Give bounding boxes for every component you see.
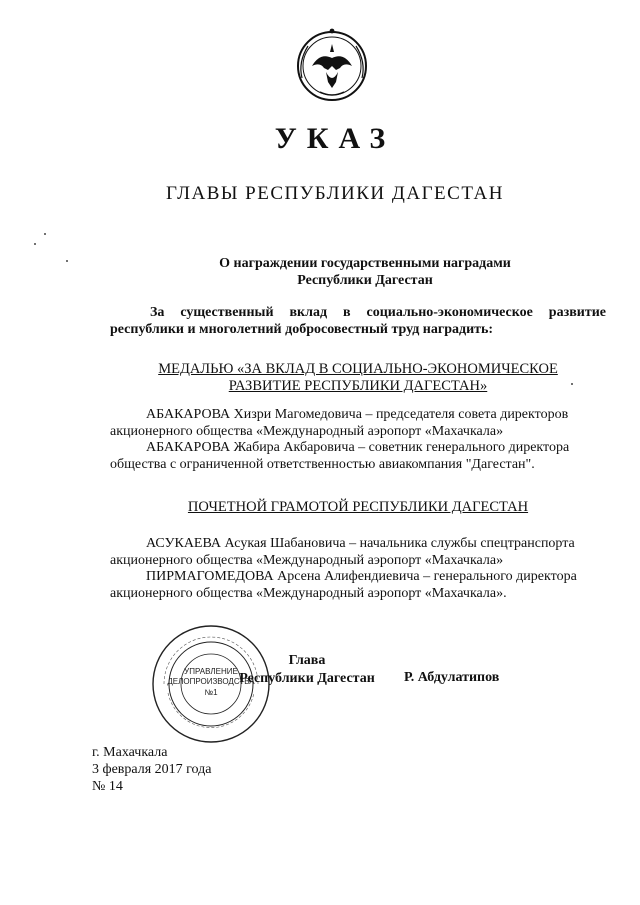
- scan-speck: [66, 260, 68, 262]
- scan-speck: [44, 233, 46, 235]
- decree-subject: [150, 255, 580, 289]
- recipients-medal: [110, 407, 606, 473]
- recipient-line: АБАКАРОВА Хизри Магомедовича – председателя совета директоров: [146, 407, 569, 422]
- recipient-line: общества с ограниченной ответственностью авиакомпания "Дагестан".: [110, 456, 535, 472]
- stamp-text-line-2: ДЕЛОПРОИЗВОДСТВА: [167, 677, 255, 686]
- stamp-text-line-1: УПРАВЛЕНИЕ: [184, 667, 238, 676]
- signatory-name: Р. Абдулатипов: [404, 670, 500, 685]
- recipient-line: акционерного общества «Международный аэропорт «Махачкала»: [110, 423, 504, 439]
- footer-place: г. Махачкала: [92, 745, 168, 760]
- decree-title: УКАЗ: [274, 122, 396, 155]
- footer-date: 3 февраля 2017 года: [92, 762, 212, 777]
- scan-speck: [34, 243, 36, 245]
- award-title-line-1: МЕДАЛЬЮ «ЗА ВКЛАД В СОЦИАЛЬНО-ЭКОНОМИЧЕСКОЕ: [158, 361, 558, 377]
- decree-footer: [92, 744, 212, 795]
- recipient-line: акционерного общества «Международный аэропорт «Махачкала»: [110, 552, 504, 568]
- decree-issuer: ГЛАВЫ РЕСПУБЛИКИ ДАГЕСТАН: [166, 183, 504, 204]
- recipient-line: АБАКАРОВА Жабира Акбаровича – советник генерального директора: [146, 440, 570, 455]
- footer-number: № 14: [92, 779, 123, 794]
- recipients-certificate: [110, 536, 606, 602]
- award-title-certificate: [110, 499, 606, 516]
- subject-line-1: О награждении государственными наградами: [219, 256, 511, 271]
- stamp-text-line-3: №1: [204, 688, 218, 697]
- scan-speck: [571, 383, 573, 385]
- coat-of-arms-emblem: [290, 22, 374, 106]
- signatory-position: [232, 652, 382, 688]
- subject-line-2: Республики Дагестан: [297, 273, 433, 288]
- preamble-line-2: республики и многолетний добросовестный труд наградить:: [110, 322, 494, 337]
- preamble-line-1: За существенный вклад в социально-экономическое развитие: [150, 305, 606, 320]
- award-title-medal: [110, 361, 606, 395]
- award-title-line-1: ПОЧЕТНОЙ ГРАМОТОЙ РЕСПУБЛИКИ ДАГЕСТАН: [187, 499, 529, 515]
- award-title-line-2: РАЗВИТИЕ РЕСПУБЛИКИ ДАГЕСТАН»: [228, 378, 488, 394]
- signatory-position-line-2: Республики Дагестан: [239, 671, 375, 686]
- recipient-line: акционерного общества «Международный аэропорт «Махачкала».: [110, 585, 507, 601]
- signatory-position-line-1: Глава: [288, 653, 326, 668]
- recipient-line: АСУКАЕВА Асукая Шабановича – начальника службы спецтранспорта: [146, 536, 575, 551]
- decree-preamble: [110, 304, 606, 338]
- recipient-line: ПИРМАГОМЕДОВА Арсена Алифендиевича – генерального директора: [146, 569, 577, 584]
